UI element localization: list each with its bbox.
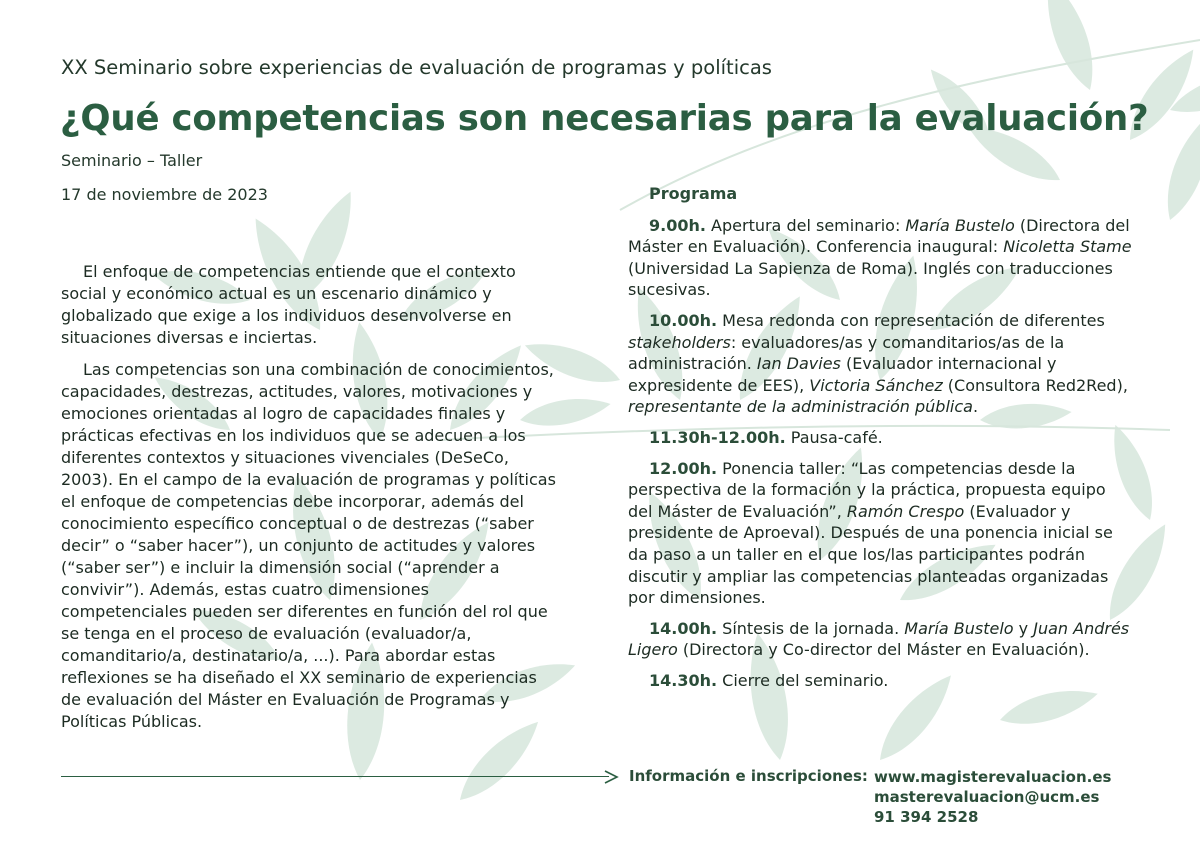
- program-item-1: [628, 215, 1133, 301]
- program-time: 12.00h.: [649, 458, 718, 478]
- intro-paragraph-2: Las competencias son una combinación de conocimientos, capacidades, destrezas, actitudes, valores, motivaciones y emociones orientadas al logro de capacidades finales y prácticas efectivas en los individuos que se adecuen a los diferentes contextos y situaciones vivenciales (DeSeCo, 2003). En el campo de la evaluación de programas y políticas el enfoque de competencias debe incorporar, además del conocimiento específico conceptual o de destrezas (“saber decir” o “saber hacer”), un conjunto de actitudes y valores (“saber ser”) e incluir la dimensión social (“aprender a convivir”). Además, estas cuatro dimensiones competenciales pueden ser diferentes en función del rol que se tenga en el proceso de evaluación (evaluador/a, comanditario/a, destinatario/a, ...). Para abordar estas reflexiones se ha diseñado el XX seminario de experiencias de evaluación del Máster en Evaluación de Programas y Políticas Públicas.: [61, 360, 556, 731]
- contact-info: [874, 767, 1111, 827]
- program-item-6: [628, 670, 1133, 692]
- event-format: Seminario – Taller: [61, 151, 203, 170]
- speaker-name: Victoria Sánchez: [809, 375, 943, 395]
- speaker-name: representante de la administración pública: [628, 397, 973, 417]
- email-link[interactable]: masterevaluacion@ucm.es: [874, 788, 1100, 806]
- program-text: (Evaluador y presidente de Aproeval). Después de una ponencia inicial se da paso a un taller en el que los/las participantes podrán discutir y ampliar las competencias planteadas organizadas por dimensiones.: [628, 501, 1113, 608]
- program-text: Ponencia taller: “Las competencias desde la perspectiva de la formación y la práctica, propuesta equipo del Máster de Evaluación”,: [628, 458, 1106, 521]
- program-heading: Programa: [649, 184, 738, 203]
- speaker-name: Nicoletta Stame: [1003, 237, 1132, 257]
- program-text: .: [972, 397, 979, 417]
- program-text: Cierre del seminario.: [717, 670, 889, 690]
- speaker-name: Ian Davies: [756, 354, 841, 374]
- phone-number: 91 394 2528: [874, 808, 979, 826]
- speaker-name: María Bustelo: [905, 215, 1015, 235]
- program-text: (Consultora Red2Red),: [942, 375, 1128, 395]
- emphasis-text: stakeholders: [628, 332, 731, 352]
- info-label: Información e inscripciones:: [629, 767, 868, 785]
- program-section: [628, 183, 1133, 700]
- program-time: 9.00h.: [649, 215, 706, 235]
- program-text: : evaluadores/as y comanditarios/as de la administración.: [628, 332, 1065, 374]
- speaker-name: Ramón Crespo: [846, 501, 965, 521]
- program-time: 10.00h.: [649, 310, 718, 330]
- program-text: (Directora del Máster en Evaluación). Conferencia inaugural:: [628, 215, 1130, 257]
- program-time: 14.30h.: [649, 670, 718, 690]
- intro-paragraph-1: El enfoque de competencias entiende que el contexto social y económico actual es un escenario dinámico y globalizado que exige a los individuos desenvolverse en situaciones diversas e inciertas.: [61, 262, 516, 347]
- program-item-4: [628, 458, 1133, 609]
- speaker-name: Juan Andrés Ligero: [628, 618, 1130, 660]
- program-item-2: [628, 310, 1133, 418]
- program-text: (Universidad La Sapienza de Roma). Inglés con traducciones sucesivas.: [628, 258, 1113, 300]
- program-item-5: [628, 618, 1133, 661]
- seminar-subtitle: XX Seminario sobre experiencias de evaluación de programas y políticas: [61, 56, 772, 79]
- intro-text: [61, 261, 556, 743]
- program-text: Mesa redonda con representación de diferentes: [717, 310, 1105, 330]
- event-date: 17 de noviembre de 2023: [61, 185, 268, 204]
- website-link[interactable]: www.magisterevaluacion.es: [874, 768, 1112, 786]
- page-title: ¿Qué competencias son necesarias para la evaluación?: [60, 98, 1149, 139]
- program-text: Pausa-café.: [785, 427, 883, 447]
- divider-line: [61, 776, 609, 777]
- arrow-right-icon: [603, 770, 619, 784]
- program-text: (Evaluador internacional y expresidente de EES),: [628, 354, 1057, 395]
- program-text: Síntesis de la jornada.: [717, 618, 905, 638]
- program-text: y: [1013, 618, 1034, 638]
- program-text: (Directora y Co-director del Máster en Evaluación).: [677, 640, 1090, 660]
- program-time: 14.00h.: [649, 618, 718, 638]
- program-item-3: [628, 427, 1133, 449]
- program-text: Apertura del seminario:: [705, 215, 906, 235]
- speaker-name: María Bustelo: [904, 618, 1014, 638]
- program-time: 11.30h-12.00h.: [649, 427, 786, 447]
